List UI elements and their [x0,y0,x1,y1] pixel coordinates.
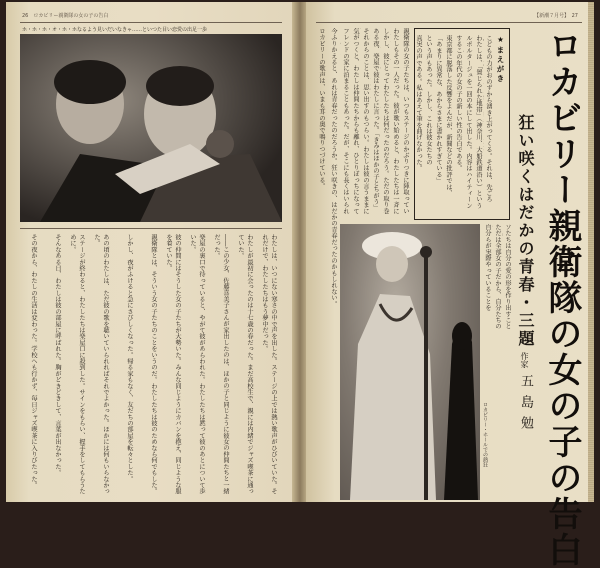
magazine-spread [6,2,594,568]
side-text-column: ただは全部女の子だから、自分たちの [494,224,501,330]
preface-column: わたしは、「置じられた地帯」（神奈川、大船鉄道沿い）という [475,35,482,209]
preface-column: 「あまりに異常な、あからさまに書かれすぎている」 [435,35,442,184]
singer-photo [340,224,480,500]
body-text-column: 今ふりかえると、あれは青春だったのだろうか。狂い咲きの、はだかの青春だったのかもしれない。 [330,28,337,307]
body-rule [20,228,282,229]
body-text-column: わたしもその一人だった。彼が歌い始めると、わたしたちは一斉に [392,28,399,214]
preface-column: 真実の声である。私はあえて筆を曲げなかった。 [415,35,422,172]
body-text-column: 気がつくと、わたしは仲間たちからも離れ、ひとりぼっちになって [352,28,359,214]
header-rule [316,22,582,23]
preface-column: ルポルタージュを一回の本にして出した。内容はハイティーン [465,35,472,209]
article-title: ロカビリー親衛隊の女の子の告白 [542,28,582,568]
left-text-column: 親衛隊とは、そういう女の子たちのことをいうのだ。わたしたちは彼のためなら何でもした。 [150,234,157,495]
left-text-column: ステージが終わると、わたしたちは楽屋口に殺到した。サインをもらい、握手をしてもらうために。 [69,234,85,495]
left-page [6,2,294,502]
left-text-column: あの頃のわたしは、ただ彼の歌を聴いていられればそれでよかった。ほかには何もいらなかった。 [93,234,109,495]
article-subtitle: 狂い咲くはだかの青春・三題 [516,114,535,348]
right-page [306,2,594,568]
side-text-column: 自分らが実際やっていることを [484,224,491,311]
body-text-column: 親衛隊の女の子たちは、いつもステージのかぶりつきに陣取ってい [402,28,409,214]
side-text-column: ソたちは自分の愛の形を作り出すこと [504,224,511,330]
left-text-column: しかし、夜がふけると急にさびしくなった。帰る家もなく、友だちの部屋を転々とした。 [126,234,133,482]
body-text-column: フレンドの家に泊まることもあった。だが、そこにも長くはいられ [342,28,349,214]
preface-column: するこの年代の女の子の新しい性の告白である。 [455,35,462,172]
header-rule [20,22,282,23]
left-text-column: 楽屋の裏口で待っていると、やがて彼があらわれた。わたしたちは黙って彼のあとについて歩いた。 [189,234,205,495]
left-photo-caption: ホ・ホ・ホ・オ・ホ・ホなるよう見いだいなきゃ……といつた目い恋愛の出足一歩 [22,27,208,33]
author-name: 五島勉 [518,374,533,437]
left-page-header: 26 ロカビリー親衛隊の女の子の告白 [22,13,109,19]
body-text-column: しかし、彼にとってわたしたちは何だったのだろう。ただの取り巻 [382,28,389,214]
preface-column: こどもの力がおのずから湧き上がってくる。それは、先ごろ [485,35,492,203]
left-text-column: その夜から、わたしの生活は変わった。学校へも行かず、毎日ジャズ喫茶に入りびたった。 [30,234,37,489]
body-text-column: ある夜、楽屋で彼はわたしに言った。「きみはほかの子とちがう」 [372,28,379,211]
performers-photo-image [20,34,282,222]
body-text-column: それからのことは、思い出すのもつらい。わたしは彼の言うままに [362,28,369,214]
left-text-column: わたしが最初に会ったのは十七歳の春だった。まだ高校生で、親には内緒でジャズ喫茶に通っていた。 [237,234,253,495]
preface-label: ★まえがき [496,35,505,84]
left-text-column: そんなある日、わたしは彼の部屋に呼ばれた。胸がどきどきして、言葉が出なかった。 [54,234,61,476]
preface-column: という声もあった。しかし、これは彼女たちの [425,35,432,166]
left-text-column: ――この少女、佐藤喜美子さんが家出したのは、ほかの子と同じように彼女の仲間たちと一緒だった。 [213,234,229,495]
preface-column: 東京都に脱落した反響をよんだが、新聞などの批評では、 [445,35,452,197]
singer-photo-image [340,224,480,500]
preface-box [414,28,510,220]
performers-photo [20,34,282,222]
right-page-header: 【新潮７月号】 27 [534,13,578,19]
author-role: 作家 [520,352,529,368]
body-text-column: ロカビリーの歌声は、いまも耳の奥で鳴りつづけている。 [318,28,325,190]
page-edge [588,2,594,502]
left-text-column: 彼の仲間にはそうした女の子たちが大勢いた。みんな同じようにカバンを抱え、同じような服を着ていた。 [165,234,181,495]
left-text-column: わたしは、いつにない寒さの中で声を出した。ステージの上では熱い歌声がひびいていた。それだけで、わたしたちはもう夢中だった。 [261,234,277,495]
singer-photo-caption: ロカビリー・ホールでの熱狂 [482,402,488,467]
